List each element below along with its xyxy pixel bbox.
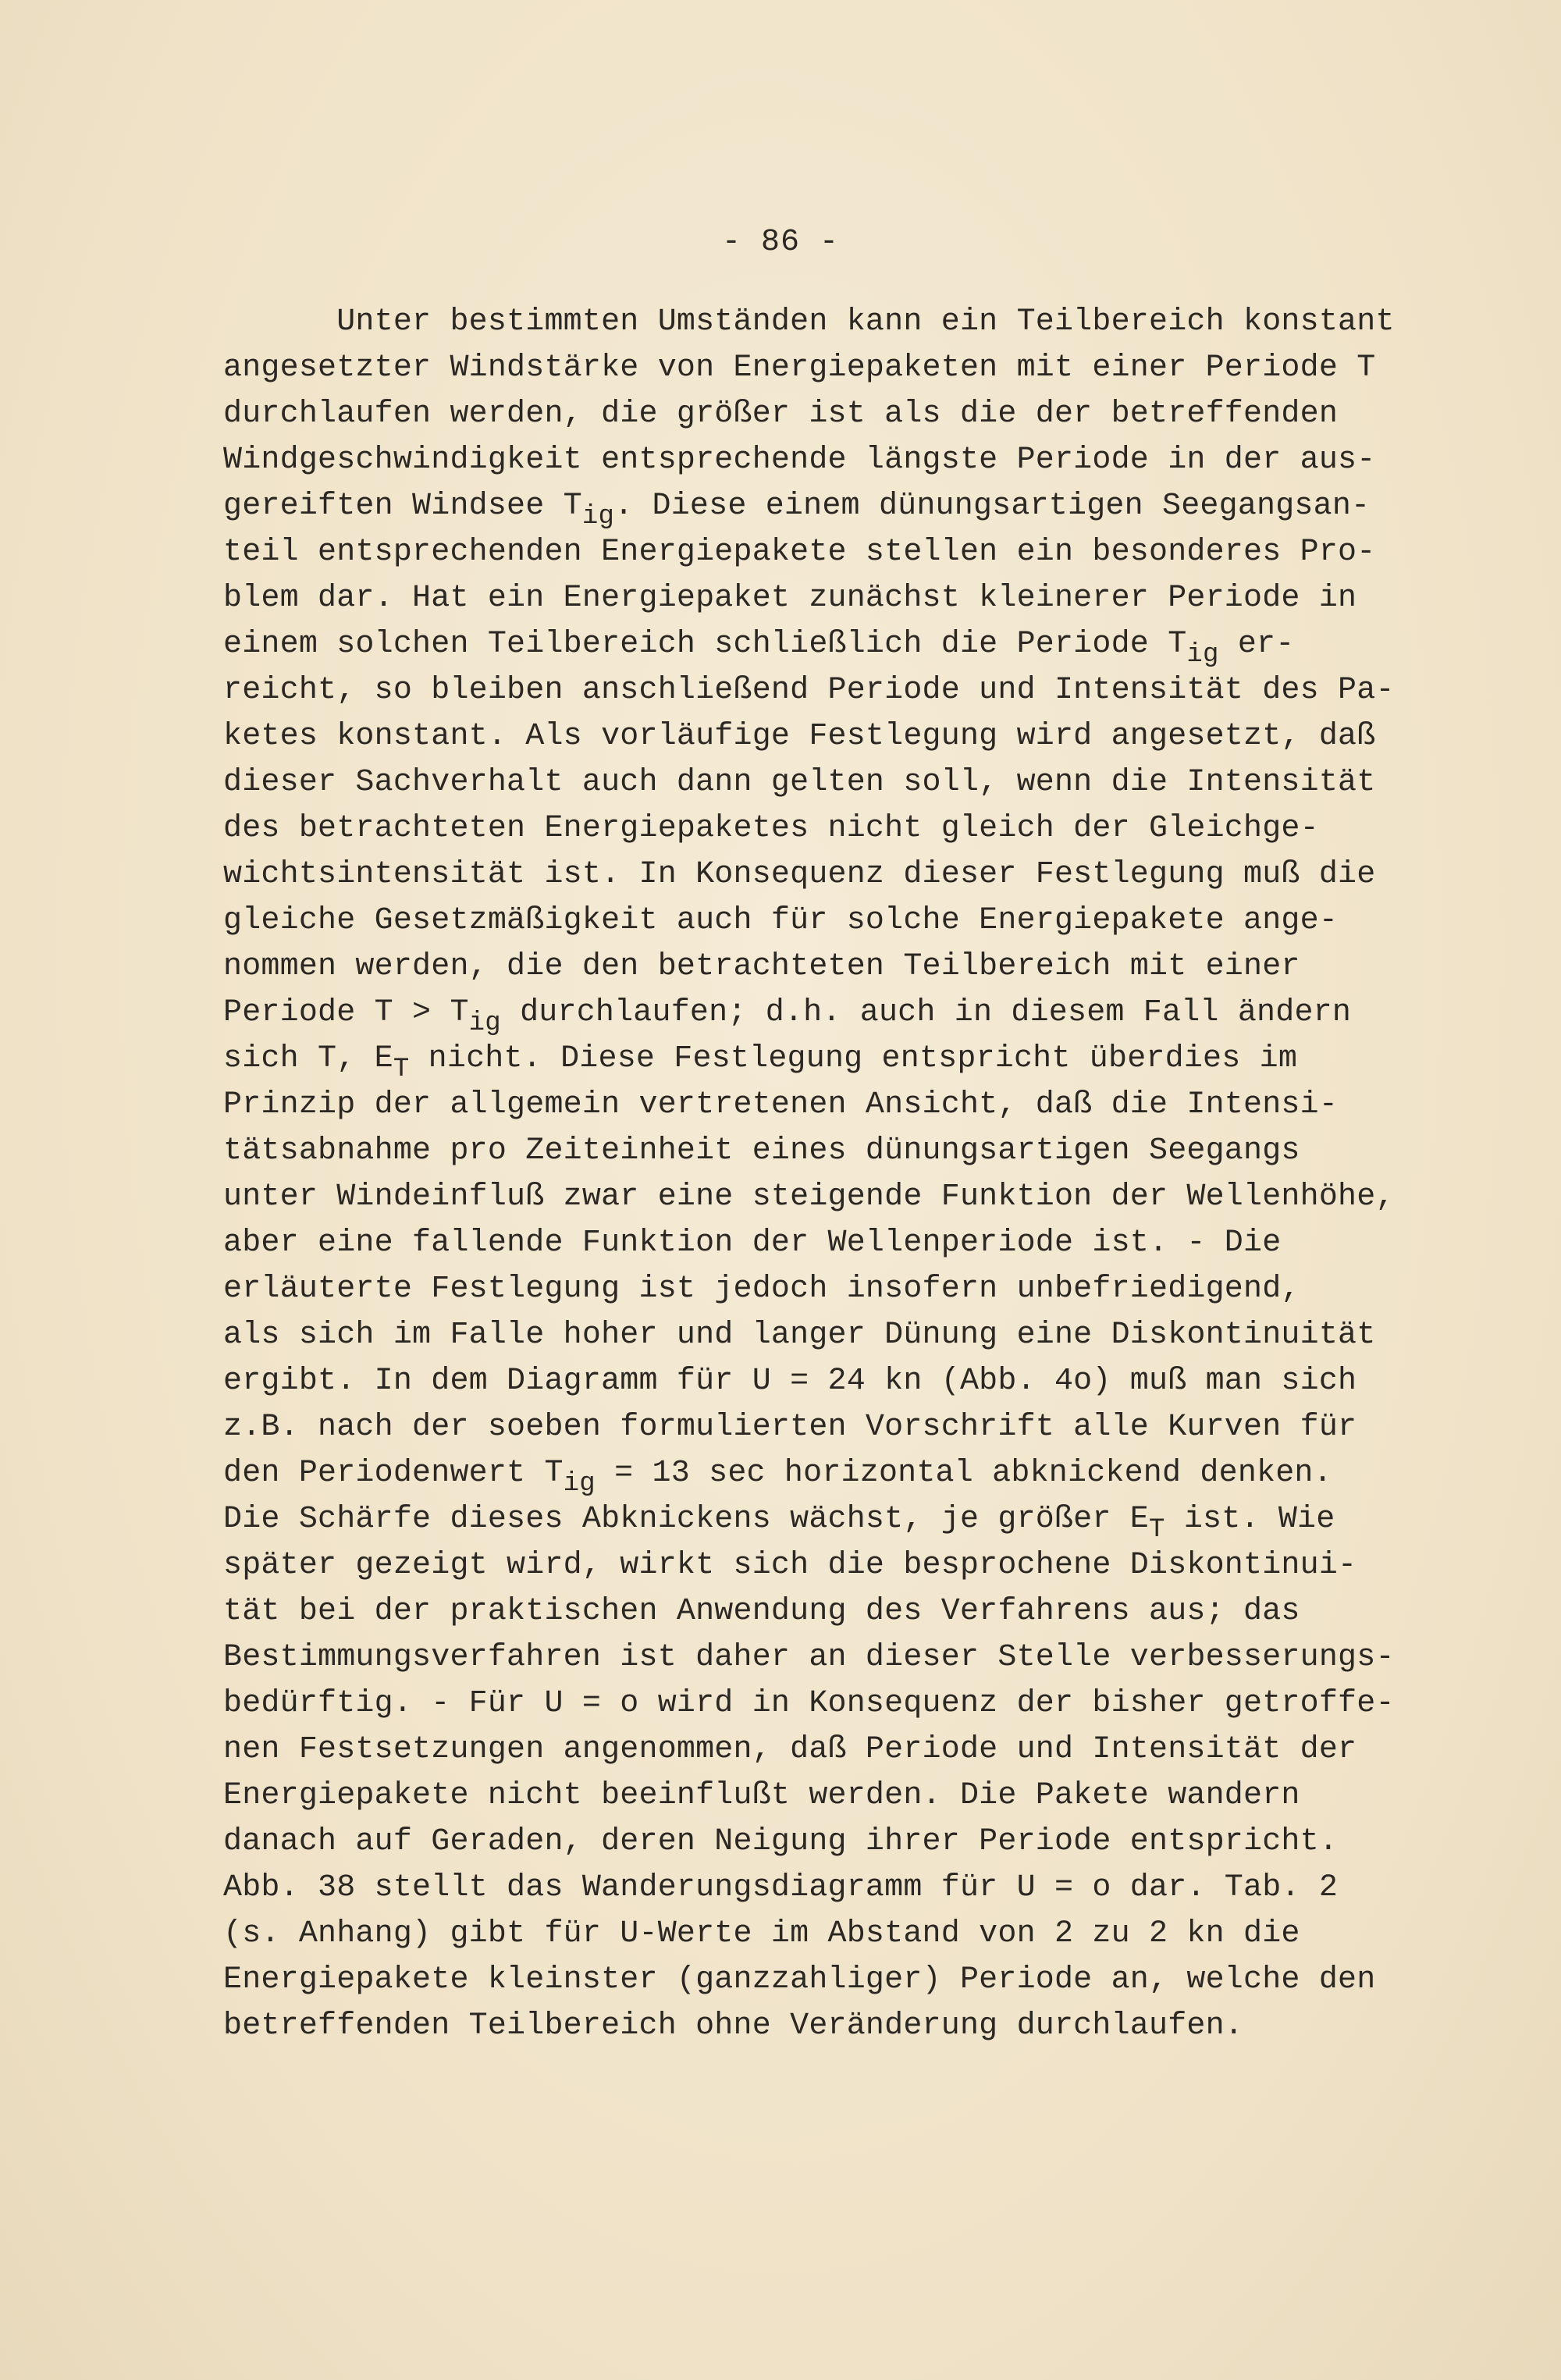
text-line: (s. Anhang) gibt für U-Werte im Abstand von 2 zu 2 kn die (223, 1916, 1300, 1951)
page-number: - 86 - (721, 225, 840, 260)
text-line: erläuterte Festlegung ist jedoch insofern unbefriedigend, (223, 1272, 1300, 1307)
text-line: reicht, so bleiben anschließend Periode und Intensität des Pa- (223, 673, 1395, 708)
text-line: des betrachteten Energiepaketes nicht gleich der Gleichge- (223, 811, 1319, 846)
text-line: ketes konstant. Als vorläufige Festlegung wird angesetzt, daß (223, 719, 1376, 754)
text-line: Periode $T > T_{ig}$ durchlaufen; d.h. auch in diesem Fall ändern (223, 995, 1352, 1038)
text-line: einem solchen Teilbereich schließlich die Periode $T_{ig}$ er- (223, 627, 1295, 670)
text-line: wichtsintensität ist. In Konsequenz dieser Festlegung muß die (223, 857, 1376, 892)
text-line: blem dar. Hat ein Energiepaket zunächst kleinerer Periode in (223, 581, 1357, 616)
text-line: z.B. nach der soeben formulierten Vorschrift alle Kurven für (223, 1410, 1357, 1445)
text-line: Abb. 38 stellt das Wanderungsdiagramm für U = o dar. Tab. 2 (223, 1870, 1339, 1905)
text-line: Energiepakete nicht beeinflußt werden. Die Pakete wandern (223, 1778, 1300, 1813)
text-line: später gezeigt wird, wirkt sich die besprochene Diskontinui- (223, 1548, 1357, 1583)
text-line: angesetzter Windstärke von Energiepaketen mit einer Periode T (223, 350, 1376, 386)
text-line: Prinzip der allgemein vertretenen Ansicht, daß die Intensi- (223, 1087, 1339, 1122)
text-line: betreffenden Teilbereich ohne Veränderung durchlaufen. (223, 2008, 1244, 2044)
body-paragraph (223, 299, 1394, 2049)
text-line: unter Windeinfluß zwar eine steigende Funktion der Wellenhöhe, (223, 1179, 1395, 1215)
text-line: sich T, $E_T$ nicht. Diese Festlegung entspricht überdies im (223, 1041, 1298, 1084)
text-line: den Periodenwert $T_{ig} = 13$ sec horizontal abknickend denken. (223, 1456, 1332, 1499)
text-line: nen Festsetzungen angenommen, daß Periode und Intensität der (223, 1732, 1357, 1767)
text-line: Die Schärfe dieses Abknickens wächst, je größer $E_T$ ist. Wie (223, 1502, 1335, 1545)
text-line: bedürftig. - Für U = o wird in Konsequenz der bisher getroffe- (223, 1686, 1395, 1721)
text-line: ergibt. In dem Diagramm für U = 24 kn (Abb. 4o) muß man sich (223, 1364, 1357, 1399)
text-line: tätsabnahme pro Zeiteinheit eines dünungsartigen Seegangs (223, 1133, 1300, 1169)
text-line: aber eine fallende Funktion der Wellenperiode ist. - Die (223, 1226, 1282, 1261)
text-line: Unter bestimmten Umständen kann ein Teilbereich konstant (223, 304, 1395, 340)
text-line: Bestimmungsverfahren ist daher an dieser Stelle verbesserungs- (223, 1640, 1395, 1675)
text-line: durchlaufen werden, die größer ist als die der betreffenden (223, 397, 1339, 432)
text-line: nommen werden, die den betrachteten Teilbereich mit einer (223, 949, 1300, 984)
text-line: als sich im Falle hoher und langer Dünung eine Diskontinuität (223, 1318, 1376, 1353)
text-line: Energiepakete kleinster (ganzzahliger) Periode an, welche den (223, 1962, 1376, 1998)
text-line: teil entsprechenden Energiepakete stellen ein besonderes Pro- (223, 535, 1376, 570)
text-line: tät bei der praktischen Anwendung des Verfahrens aus; das (223, 1594, 1300, 1629)
text-line: danach auf Geraden, deren Neigung ihrer Periode entspricht. (223, 1824, 1339, 1859)
text-line: gleiche Gesetzmäßigkeit auch für solche Energiepakete ange- (223, 903, 1339, 938)
text-line: Windgeschwindigkeit entsprechende längste Periode in der aus- (223, 443, 1376, 478)
text-line: dieser Sachverhalt auch dann gelten soll, wenn die Intensität (223, 765, 1376, 800)
text-line: gereiften Windsee $T_{ig}$. Diese einem dünungsartigen Seegangsan- (223, 489, 1371, 532)
